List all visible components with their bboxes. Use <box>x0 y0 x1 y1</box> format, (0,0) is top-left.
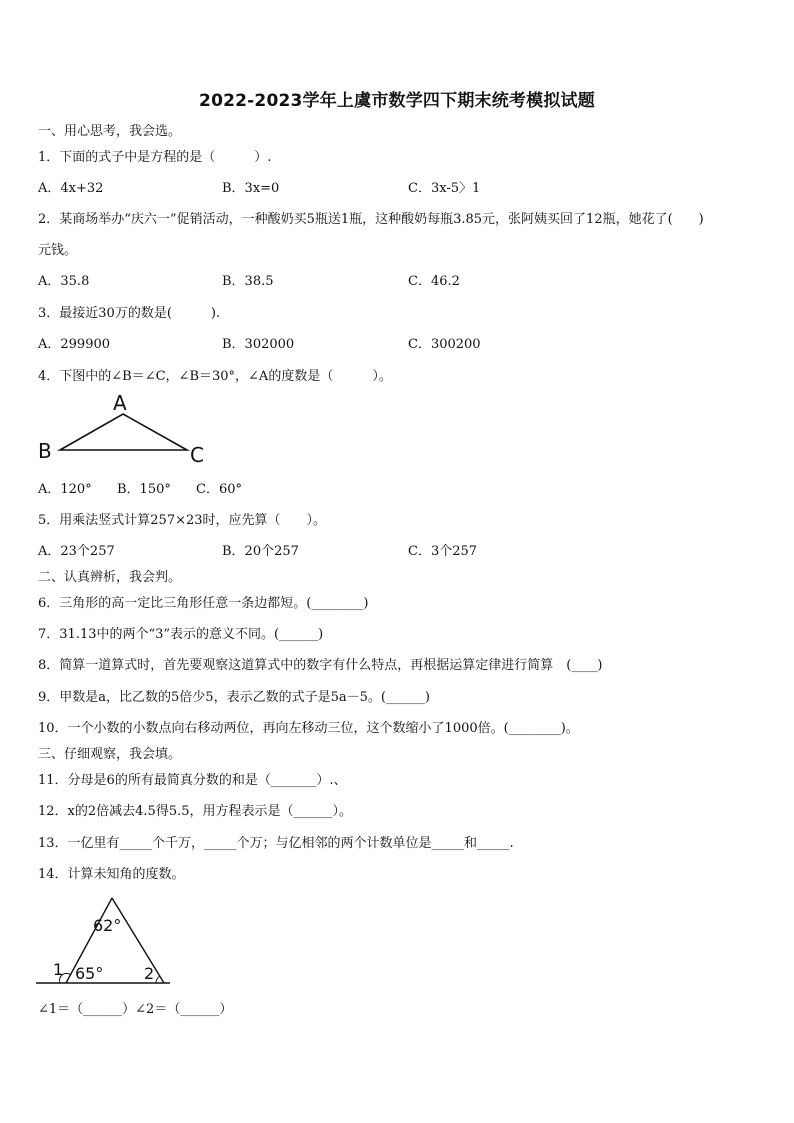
q3-option-a: A．299900 <box>38 337 111 352</box>
vertex-label-a: A <box>113 391 127 415</box>
question-7: 7．31.13中的两个“3”表示的意义不同。(______) <box>38 627 324 642</box>
question-5: 5．用乘法竖式计算257×23时，应先算（ ）。 <box>38 513 327 528</box>
q2-option-c: C．46.2 <box>408 274 460 289</box>
triangle-abc <box>60 414 187 450</box>
question-8: 8．简算一道算式时，首先要观察这道算式中的数字有什么特点，再根据运算定律进行简算 (____) <box>38 658 603 673</box>
q3-option-b: B．302000 <box>222 337 295 352</box>
question-12: 12．x的2倍减去4.5得5.5，用方程表示是（______）。 <box>38 804 352 819</box>
angle-triangle-figure <box>30 890 190 995</box>
q1-option-a: A．4x+32 <box>38 181 104 196</box>
q5-option-c: C．3个257 <box>408 544 478 559</box>
q3-option-c: C．300200 <box>408 337 481 352</box>
q14-answer-line: ∠1＝（______）∠2＝（______） <box>38 1002 233 1017</box>
q1-option-c: C．3x-5〉1 <box>408 181 481 196</box>
angle-2-arc <box>156 976 160 983</box>
section-heading-1: 一、用心思考，我会选。 <box>38 124 182 139</box>
q2-option-a: A．35.8 <box>38 274 90 289</box>
q2-option-b: B．38.5 <box>222 274 274 289</box>
q4-option-b: B．150° <box>117 482 171 497</box>
question-6: 6．三角形的高一定比三角形任意一条边都短。(________) <box>38 596 369 611</box>
triangle-abc-figure <box>30 388 220 470</box>
angle-2-mark: 2 <box>144 964 155 983</box>
angle-left-label: 65° <box>75 964 104 983</box>
question-11: 11．分母是6的所有最简真分数的和是（_______）.、 <box>38 773 347 788</box>
question-2-line1: 2．某商场举办“庆六一”促销活动，一种酸奶买5瓶送1瓶，这种酸奶每瓶3.85元，张阿姨买回了12瓶，她花了( ) <box>38 212 704 227</box>
q4-option-a: A．120° <box>38 482 92 497</box>
question-2-line2: 元钱。 <box>38 243 78 258</box>
question-3: 3．最接近30万的数是( ). <box>38 306 221 321</box>
triangle-right-side <box>112 898 164 983</box>
angle-1-mark: 1 <box>53 960 64 979</box>
question-1: 1．下面的式子中是方程的是（ ）. <box>38 150 272 165</box>
page-title: 2022-2023学年上虞市数学四下期末统考模拟试题 <box>199 91 595 111</box>
question-13: 13．一亿里有_____个千万，_____个万；与亿相邻的两个计数单位是_____和_____. <box>38 836 514 851</box>
vertex-label-b: B <box>38 439 52 463</box>
q5-option-b: B．20个257 <box>222 544 299 559</box>
angle-top-label: 62° <box>93 916 122 935</box>
question-4: 4．下图中的∠B＝∠C，∠B＝30°，∠A的度数是（ ）。 <box>38 369 392 384</box>
question-10: 10．一个小数的小数点向右移动两位，再向左移动三位，这个数缩小了1000倍。(________)。 <box>38 721 579 736</box>
question-14: 14．计算未知角的度数。 <box>38 867 185 882</box>
section-heading-3: 三、仔细观察，我会填。 <box>38 747 182 762</box>
section-heading-2: 二、认真辨析，我会判。 <box>38 570 182 585</box>
q5-option-a: A．23个257 <box>38 544 115 559</box>
q4-option-c: C．60° <box>196 482 242 497</box>
q1-option-b: B．3x=0 <box>222 181 280 196</box>
vertex-label-c: C <box>190 443 204 467</box>
question-9: 9．甲数是a，比乙数的5倍少5，表示乙数的式子是5a－5。(______) <box>38 690 430 705</box>
